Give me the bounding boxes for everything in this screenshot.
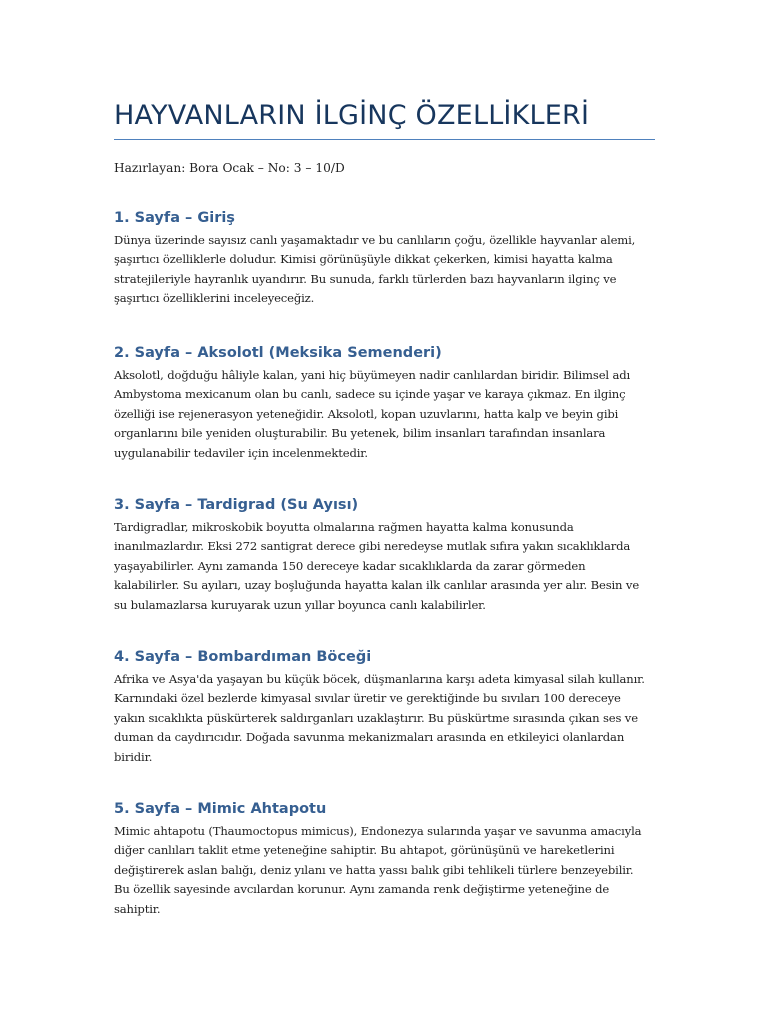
paragraph-line: Ambystoma mexicanum olan bu canlı, sadece su içinde yaşar ve karaya çıkmaz. En ilginç <box>114 387 626 402</box>
paragraph-line: değiştirerek aslan balığı, deniz yılanı ve hatta yassı balık gibi tehlikeli türlere benzeyebilir. <box>114 862 634 877</box>
section-paragraph <box>114 366 659 463</box>
paragraph-line: Bu özellik sayesinde avcılardan korunur. Aynı zamanda renk değiştirme yeteneğine de <box>114 882 610 897</box>
paragraph-line: yaşayabilirler. Aynı zamanda 150 dereceye kadar sıcaklıklarda da zarar görmeden <box>114 558 586 573</box>
author-line: Hazırlayan: Bora Ocak – No: 3 – 10/D <box>114 161 345 175</box>
paragraph-line: özelliği ise rejenerasyon yeteneğidir. Aksolotl, kopan uzuvlarını, hatta kalp ve beyin gibi <box>114 406 619 421</box>
section-tardigrad <box>114 495 659 615</box>
section-paragraph <box>114 231 659 309</box>
section-bombardiman-bocegi <box>114 647 659 767</box>
section-giris <box>114 208 659 309</box>
paragraph-line: organlarını bile yeniden oluşturabilir. Bu yetenek, bilim insanları tarafından insanlara <box>114 426 606 441</box>
section-heading: 4. Sayfa – Bombardıman Böceği <box>114 649 372 665</box>
paragraph-line: uygulanabilir tedaviler için incelenmektedir. <box>114 445 368 460</box>
section-heading: 5. Sayfa – Mimic Ahtapotu <box>114 801 327 817</box>
section-heading: 1. Sayfa – Giriş <box>114 210 235 226</box>
paragraph-line: sahiptir. <box>114 901 161 916</box>
paragraph-line: diğer canlıları taklit etme yeteneğine sahiptir. Bu ahtapot, görünüşünü ve hareketlerini <box>114 843 615 858</box>
section-paragraph <box>114 518 659 615</box>
section-heading: 3. Sayfa – Tardigrad (Su Ayısı) <box>114 497 359 513</box>
paragraph-line: şaşırtıcı özelliklerle doludur. Kimisi görünüşüyle dikkat çekerken, kimisi hayatta kalma <box>114 252 613 267</box>
paragraph-line: Aksolotl, doğduğu hâliyle kalan, yani hiç büyümeyen nadir canlılardan biridir. Bilimsel adı <box>114 368 631 382</box>
title-underline-divider <box>114 139 655 140</box>
paragraph-line: biridir. <box>114 749 153 764</box>
paragraph-line: duman da caydırıcıdır. Doğada savunma mekanizmaları arasında en etkileyici olanlardan <box>114 730 625 745</box>
paragraph-line: kalabilirler. Su ayıları, uzay boşluğunda hayatta kalan ilk canlılar arasında yer alır. Besin ve <box>114 578 640 593</box>
paragraph-line: Karnındaki özel bezlerde kimyasal sıvılar üretir ve gerektiğinde bu sıvıları 100 dereceye <box>114 691 621 706</box>
section-paragraph <box>114 670 659 767</box>
paragraph-line: yakın sıcaklıkta püskürterek saldırganları uzaklaştırır. Bu püskürtme sırasında çıkan ses ve <box>114 710 638 725</box>
paragraph-line: Tardigradlar, mikroskobik boyutta olmalarına rağmen hayatta kalma konusunda <box>114 520 574 534</box>
document-title: HAYVANLARIN İLGİNÇ ÖZELLİKLERİ <box>114 100 590 131</box>
section-aksolotl <box>114 343 659 463</box>
paragraph-line: inanılmazlardır. Eksi 272 santigrat derece gibi neredeyse mutlak sıfıra yakın sıcaklıklarda <box>114 539 631 554</box>
paragraph-line: şaşırtıcı özelliklerini inceleyeceğiz. <box>114 291 315 306</box>
section-paragraph <box>114 822 659 919</box>
paragraph-line: Dünya üzerinde sayısız canlı yaşamaktadır ve bu canlıların çoğu, özellikle hayvanlar alemi, <box>114 233 636 247</box>
section-heading: 2. Sayfa – Aksolotl (Meksika Semenderi) <box>114 345 442 361</box>
paragraph-line: su bulamazlarsa kuruyarak uzun yıllar boyunca canlı kalabilirler. <box>114 597 486 612</box>
paragraph-line: stratejileriyle hayranlık uyandırır. Bu sunuda, farklı türlerden bazı hayvanların ilginç ve <box>114 271 617 286</box>
section-mimic-ahtapotu <box>114 799 659 919</box>
paragraph-line: Afrika ve Asya'da yaşayan bu küçük böcek, düşmanlarına karşı adeta kimyasal silah kullanır. <box>114 672 645 686</box>
paragraph-line: Mimic ahtapotu (Thaumoctopus mimicus), Endonezya sularında yaşar ve savunma amacıyla <box>114 824 642 838</box>
